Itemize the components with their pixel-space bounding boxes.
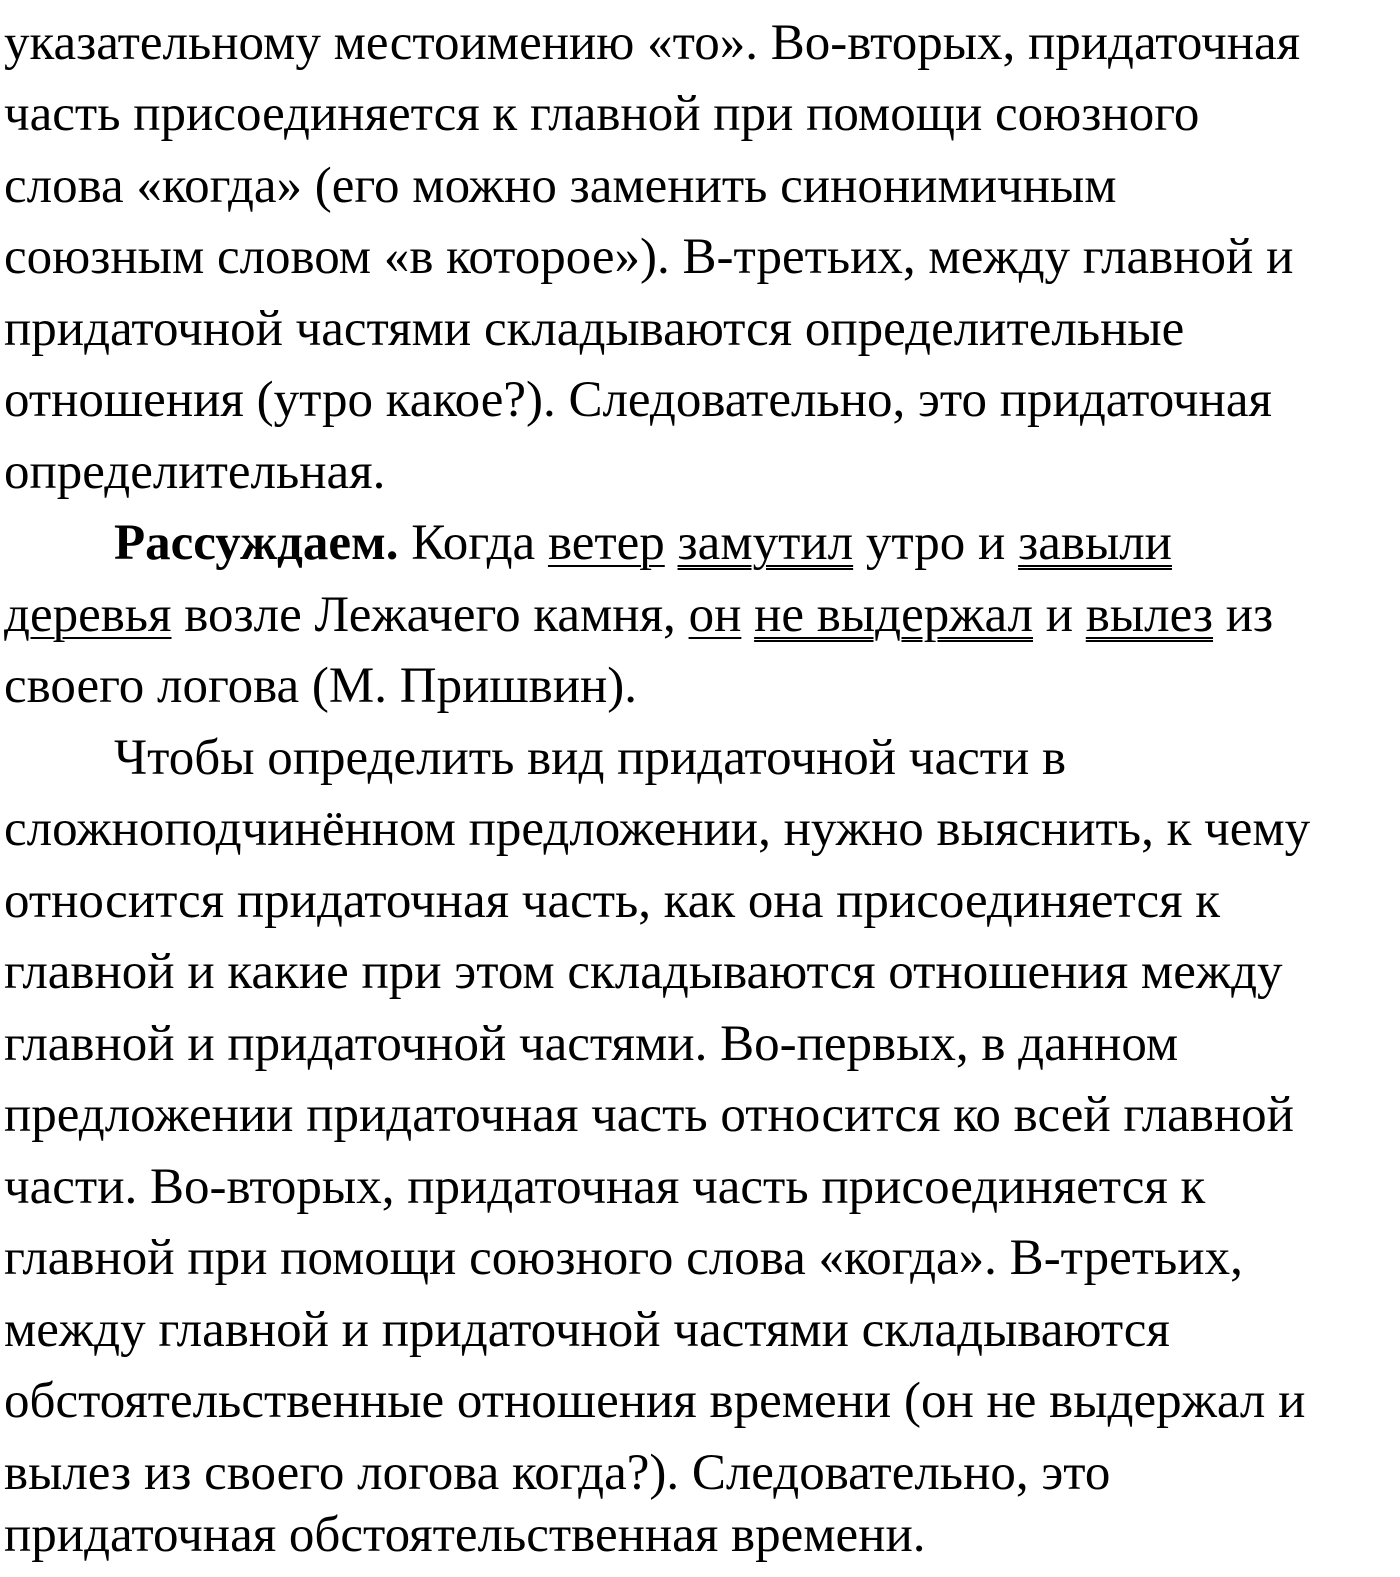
text-line: придаточной частями складываются определительные [4,301,1185,357]
text-line: между главной и придаточной частями складываются [4,1302,1170,1358]
text-line: отношения (утро какое?). Следовательно, это придаточная [4,372,1272,428]
text-line: вылез из своего логова когда?). Следовательно, это [4,1445,1111,1501]
example-line [114,508,1172,580]
example-line: своего логова (М. Пришвин). [4,658,638,714]
subject-underlined: он [688,587,742,643]
subject-underlined: ветер [547,515,665,571]
text-line: относится придаточная часть, как она присоединяется к [4,873,1221,929]
text-line: слова «когда» (его можно заменить синонимичным [4,158,1117,214]
subject-underlined: деревья [4,587,172,643]
text-line: сложноподчинённом предложении, нужно выяснить, к чему [4,801,1311,857]
text-line: определительная. [4,444,386,500]
text-line: главной и какие при этом складываются отношения между [4,944,1283,1000]
example-label: Рассуждаем. [114,515,399,571]
text-line: указательному местоимению «то». Во-вторых, придаточная [4,15,1301,71]
text-line: предложении придаточная часть относится ко всей главной [4,1087,1294,1143]
predicate-underlined: не выдержал [754,587,1033,643]
text-line: Чтобы определить вид придаточной части в [114,730,1067,786]
example-line [4,580,1273,652]
example-word: утро и [853,515,1019,571]
text-line: главной и придаточной частями. Во-первых, в данном [4,1016,1179,1072]
example-word: и [1033,587,1086,643]
text-line: обстоятельственные отношения времени (он не выдержал и [4,1373,1306,1429]
text-line: главной при помощи союзного слова «когда». В-третьих, [4,1230,1243,1286]
text-line: часть присоединяется к главной при помощи союзного [4,86,1200,142]
text-line: придаточная обстоятельственная времени. [4,1507,926,1563]
text-line: части. Во-вторых, придаточная часть присоединяется к [4,1159,1206,1215]
example-word: Когда [398,515,548,571]
text-line: союзным словом «в которое»). В-третьих, между главной и [4,229,1294,285]
example-word: из [1213,587,1274,643]
example-word: возле Лежачего камня, [171,587,689,643]
predicate-underlined: замутил [677,515,854,571]
predicate-underlined: завыли [1018,515,1172,571]
predicate-underlined: вылез [1085,587,1213,643]
